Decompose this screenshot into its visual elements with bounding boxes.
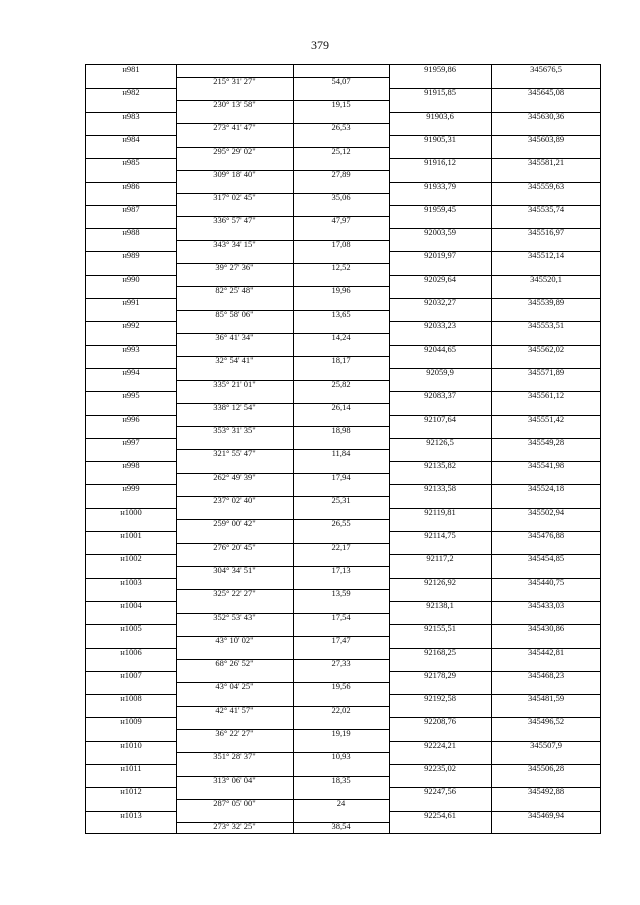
bearing-angle: 325° 22' 27" [213,588,256,599]
coordinate-y: 345553,51 [527,320,565,331]
point-name: н996 [122,413,140,424]
segment-distance: 22,17 [331,541,351,552]
coordinate-x: 92135,82 [424,460,456,471]
point-name: н1011 [120,763,142,773]
coordinate-y: 345476,88 [527,530,565,540]
coordinate-x: 92044,65 [424,343,456,354]
point-name: н982 [122,87,140,98]
coordinate-x: 91959,45 [424,203,456,214]
segment-distance: 27,33 [331,658,351,669]
coordinate-x: 91905,31 [424,133,456,144]
coordinate-x: 92019,97 [424,250,456,261]
coordinate-x: 91933,79 [424,180,456,191]
segment-distance: 26,53 [331,122,351,133]
bearing-angle: 309° 18' 40" [213,168,256,179]
point-name: н997 [122,436,140,447]
coordinate-x: 91916,12 [424,157,456,168]
coordinate-y: 345507,9 [530,739,562,750]
segment-distance: 10,93 [331,751,351,762]
coordinate-x: 92168,25 [424,646,456,657]
point-name: н1001 [120,530,142,540]
coordinate-y: 345512,14 [527,250,565,261]
bearing-angle: 352° 53' 43" [213,611,256,622]
point-name: н991 [122,297,140,307]
coordinate-x: 91959,86 [424,64,456,74]
coordinate-x: 92126,5 [426,436,454,447]
segment-distance: 19,96 [331,285,351,296]
point-name: н981 [122,64,140,74]
segment-distance: 25,31 [331,495,351,506]
bearing-angle: 237° 02' 40" [213,495,256,506]
coordinate-x: 92224,21 [424,739,456,750]
coordinate-y: 345433,03 [527,599,565,610]
coordinate-x: 92107,64 [424,413,456,424]
bearing-angle: 336° 57' 47" [213,215,256,226]
bearing-angle: 317° 02' 45" [213,192,256,203]
bearing-angle: 262° 49' 39" [213,471,256,482]
segment-distance: 38,54 [331,821,351,832]
segment-distance: 26,14 [331,401,351,412]
bearing-angle: 353° 31' 35" [213,425,256,436]
coordinate-y: 345496,52 [527,716,565,727]
point-name: н1003 [120,576,142,587]
segment-distance: 25,12 [331,145,351,156]
bearing-angle: 36° 22' 27" [215,728,254,739]
segment-distance: 17,94 [331,471,351,482]
segment-distance: 54,07 [331,75,351,86]
coordinate-y: 345492,88 [527,786,565,797]
bearing-angle: 259° 00' 42" [213,518,256,529]
coordinate-y: 345469,94 [527,809,565,820]
point-name: н1013 [120,809,142,820]
bearing-angle: 82° 25' 48" [215,285,254,296]
bearing-angle: 42° 41' 57" [215,704,254,715]
segment-distance: 19,15 [331,98,351,109]
bearing-angle: 68° 26' 52" [215,658,254,669]
bearing-angle: 304° 34' 51" [213,564,256,575]
point-name: н987 [122,203,140,214]
segment-distance: 13,59 [331,588,351,599]
coordinate-y: 345520,1 [530,273,562,284]
segment-distance: 14,24 [331,331,351,342]
coordinate-y: 345468,23 [527,669,565,680]
coordinate-y: 345454,85 [527,553,565,564]
coordinate-x: 92033,23 [424,320,456,331]
point-name: н1008 [120,693,142,704]
bearing-angle: 313° 06' 04" [213,774,256,785]
coordinate-x: 92059,9 [426,366,454,377]
point-name: н1010 [120,739,142,750]
segment-distance: 27,89 [331,168,351,179]
segment-distance: 13,65 [331,308,351,319]
bearing-angle: 32° 54' 41" [215,355,254,366]
coordinate-y: 345442,81 [527,646,565,657]
bearing-angle: 338° 12' 54" [213,401,256,412]
bearing-angle: 273° 41' 47" [213,122,256,133]
bearing-angle: 343° 34' 15" [213,238,256,249]
point-name: н1006 [120,646,142,657]
coordinate-y: 345603,89 [527,133,565,144]
segment-distance: 25,82 [331,378,351,389]
bearing-angle: 295° 29' 02" [213,145,256,156]
coordinate-y: 345676,5 [530,64,562,74]
bearing-angle: 335° 21' 01" [213,378,256,389]
coordinate-y: 345645,08 [527,87,565,98]
coordinate-x: 92208,76 [424,716,456,727]
coordinate-y: 345571,89 [527,366,565,377]
segment-distance: 11,84 [331,448,351,459]
segment-distance: 17,47 [331,634,351,645]
bearing-angle: 287° 05' 00" [213,797,256,808]
coordinate-x: 92003,59 [424,227,456,238]
bearing-angle: 321° 55' 47" [213,448,256,459]
point-name: н986 [122,180,140,191]
coordinate-y: 345559,63 [527,180,565,191]
point-name: н992 [122,320,140,331]
bearing-angle: 85° 58' 06" [215,308,254,319]
segment-distance: 17,08 [331,238,351,249]
segment-distance: 18,98 [331,425,351,436]
coordinate-x: 92083,37 [424,390,456,401]
bearing-angle: 351° 28' 37" [213,751,256,762]
coordinate-y: 345430,86 [527,623,565,634]
point-name: н990 [122,273,140,284]
coordinate-x: 92254,61 [424,809,456,820]
coordinate-x: 92178,29 [424,669,456,680]
coordinate-y: 345506,28 [527,763,565,773]
coordinate-x: 92133,58 [424,483,456,494]
point-name: н1005 [120,623,142,634]
segment-distance: 47,97 [331,215,351,226]
point-name: н1000 [120,506,142,517]
point-name: н993 [122,343,140,354]
coordinate-x: 92029,64 [424,273,456,284]
coordinate-y: 345539,89 [527,297,565,307]
point-name: н984 [122,133,140,144]
segment-distance: 18,17 [331,355,351,366]
bearing-angle: 273° 32' 25" [213,821,256,832]
bearing-angle: 230° 13' 58" [213,98,256,109]
segment-distance: 24 [336,797,346,808]
segment-distance: 17,13 [331,564,351,575]
coordinate-y: 345551,42 [527,413,565,424]
point-name: н999 [122,483,140,494]
coordinate-x: 92114,75 [424,530,456,540]
coordinate-y: 345630,36 [527,110,565,121]
coordinate-x: 92138,1 [426,599,454,610]
coordinate-y: 345541,98 [527,460,565,471]
bearing-angle: 43° 10' 02" [215,634,254,645]
point-name: н989 [122,250,140,261]
point-name: н983 [122,110,140,121]
coordinate-y: 345502,94 [527,506,565,517]
coordinate-y: 345562,02 [527,343,565,354]
segment-distance: 22,02 [331,704,351,715]
coordinate-y: 345581,21 [527,157,565,168]
coordinate-x: 92119,81 [424,506,456,517]
coordinate-y: 345549,28 [527,436,565,447]
point-name: н1007 [120,669,142,680]
coordinate-y: 345535,74 [527,203,565,214]
coordinate-y: 345440,75 [527,576,565,587]
bearing-angle: 43° 04' 25" [215,681,254,692]
segment-distance: 18,35 [331,774,351,785]
coordinate-x: 92235,02 [424,763,456,773]
coordinate-y: 345516,97 [527,227,565,238]
segment-distance: 19,19 [331,728,351,739]
segment-distance: 17,54 [331,611,351,622]
point-name: н1009 [120,716,142,727]
bearing-angle: 215° 31' 27" [213,75,256,86]
point-name: н988 [122,227,140,238]
point-name: н998 [122,460,140,471]
bearing-angle: 36° 41' 34" [215,331,254,342]
coordinate-x: 92247,56 [424,786,456,797]
point-name: н995 [122,390,140,401]
point-name: н994 [122,366,140,377]
coordinate-x: 92192,58 [424,693,456,704]
coordinate-y: 345561,12 [527,390,565,401]
bearing-angle: 39° 27' 36" [215,262,254,273]
point-name: н1004 [120,599,142,610]
point-name: н1012 [120,786,142,797]
segment-distance: 26,55 [331,518,351,529]
coordinate-y: 345481,59 [527,693,565,704]
coordinate-x: 91903,6 [426,110,454,121]
coordinate-x: 92155,51 [424,623,456,634]
segment-distance: 35,06 [331,192,351,203]
page-number: 379 [311,38,329,52]
point-name: н985 [122,157,140,168]
coordinate-x: 92032,27 [424,297,456,307]
coordinate-x: 92117,2 [426,553,454,564]
segment-distance: 19,56 [331,681,351,692]
survey-table [85,64,601,834]
coordinate-y: 345524,18 [527,483,565,494]
point-name: н1002 [120,553,142,564]
coordinate-x: 92126,92 [424,576,456,587]
coordinate-x: 91915,85 [424,87,456,98]
segment-distance: 12,52 [331,262,351,273]
bearing-angle: 276° 20' 45" [213,541,256,552]
